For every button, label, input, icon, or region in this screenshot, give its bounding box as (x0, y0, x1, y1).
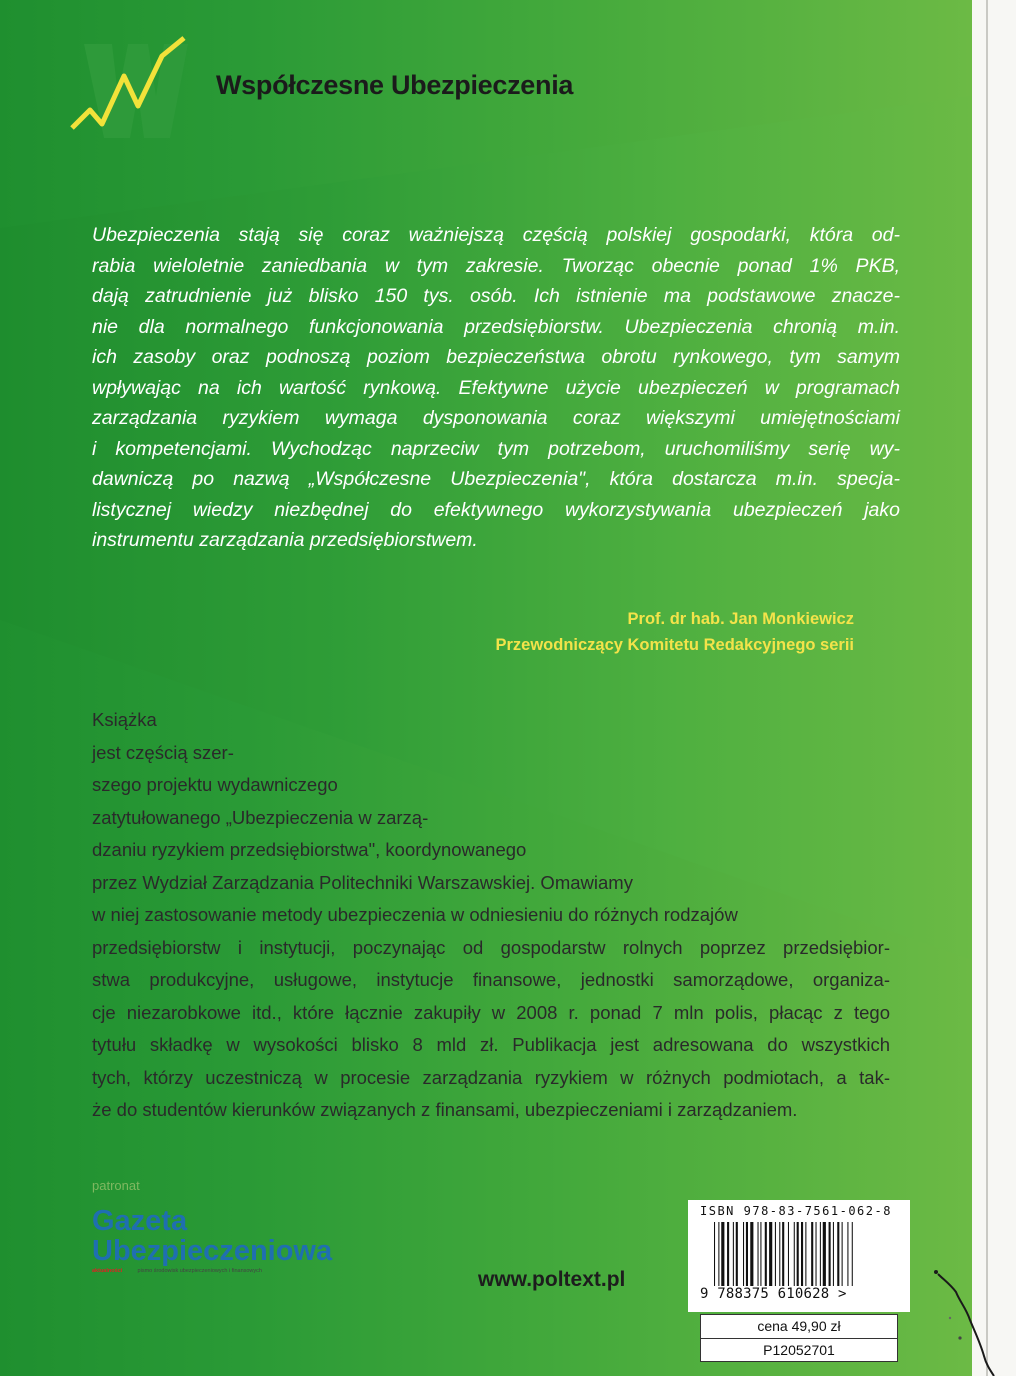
description-line: cje niezarobkowe itd., które łącznie zakupiły w 2008 r. ponad 7 mln polis, płacąc z tego (92, 1001, 890, 1023)
barcode-bar (718, 1222, 719, 1286)
product-code: P12052701 (701, 1338, 897, 1362)
intro-line: instrumentu zarządzania przedsiębiorstwem. (92, 529, 478, 551)
series-title: Współczesne Ubezpieczenia (216, 70, 574, 100)
barcode-bar (797, 1222, 799, 1286)
patron-name-line2: Ubezpieczeniowa (92, 1235, 333, 1267)
barcode-bar (805, 1222, 806, 1286)
barcode-bar (837, 1222, 839, 1286)
barcode-bar (714, 1222, 715, 1286)
intro-line: ich zasoby oraz podnoszą poziom bezpieczeństwa obrotu rynkowego, tym samym (92, 346, 900, 368)
barcode-bar (721, 1222, 724, 1286)
barcode-bar (794, 1222, 795, 1286)
description-line: przedsiębiorstw i instytucji, poczynając od gospodarstw rolnych poprzez przedsiębior- (92, 936, 890, 958)
barcode-bar (758, 1222, 759, 1286)
barcode-bar (811, 1222, 813, 1286)
page-edge (972, 0, 1016, 1376)
barcode-bar (775, 1222, 776, 1286)
barcode-bar (743, 1222, 744, 1286)
barcode-bar (833, 1222, 834, 1286)
barcode-bar (760, 1222, 761, 1286)
author-name: Prof. dr hab. Jan Monkiewicz (627, 610, 854, 628)
author-role: Przewodniczący Komitetu Redakcyjnego serii (495, 636, 854, 654)
description-line: tych, którzy uczestniczą w procesie zarządzania ryzykiem w różnych podmiotach, a tak- (92, 1066, 890, 1088)
intro-line: dawniczą po nazwą „Współczesne Ubezpieczenia", która dostarcza m.in. specja- (92, 468, 900, 490)
patron-label: patronat (92, 1178, 140, 1193)
price-label (700, 1314, 898, 1362)
barcode-bar (823, 1222, 826, 1286)
barcode-bar (842, 1222, 843, 1286)
barcode-bar (820, 1222, 821, 1286)
description-line: w niej zastosowanie metody ubezpieczenia w odniesieniu do różnych rodzajów (92, 904, 738, 925)
barcode-bar (847, 1222, 848, 1286)
barcode-bar (782, 1222, 784, 1286)
intro-line: i kompetencjami. Wychodząc naprzeciw tym potrzebom, uruchomiliśmy serię wy- (92, 437, 900, 460)
description-line: Książka (92, 709, 157, 730)
description-line: tytułu składkę w wysokości blisko 8 mld zł. Publikacja jest adresowana do wszystkich (92, 1034, 890, 1055)
isbn-label: ISBN 978-83-7561-062-8 (700, 1204, 892, 1218)
barcode (712, 1222, 902, 1286)
intro-line: nie dla normalnego funkcjonowania przedsiębiorstw. Ubezpieczenia chronią m.in. (92, 315, 900, 338)
barcode-bar (779, 1222, 780, 1286)
description-paragraph (92, 704, 890, 1127)
page-edge-line (986, 0, 988, 1376)
patron-name-line1: Gazeta (92, 1205, 188, 1237)
barcode-bar (736, 1222, 738, 1286)
patron-tagline (92, 1268, 262, 1274)
patron-logo (92, 1206, 332, 1266)
description-line: że do studentów kierunków związanych z finansami, ubezpieczeniami i zarządzaniem. (92, 1099, 798, 1120)
intro-line: Ubezpieczenia stają się coraz ważniejszą częścią polskiej gospodarki, która od- (92, 224, 900, 246)
description-line: dzaniu ryzykiem przedsiębiorstwa", koordynowanego (92, 839, 527, 860)
description-line: zatytułowanego „Ubezpieczenia w zarzą- (92, 806, 429, 828)
patron-tagline-text: pismo środowisk ubezpieczeniowych i finansowych (137, 1268, 262, 1274)
barcode-bar (801, 1222, 803, 1286)
description-line: szego projektu wydawniczego (92, 774, 338, 795)
barcode-bar (746, 1222, 748, 1286)
intro-paragraph (92, 220, 900, 556)
barcode-bar (852, 1222, 853, 1286)
intro-line: listycznej wiedzy niezbędnej do efektywnego wykorzystywania ubezpieczeń jako (92, 498, 900, 521)
barcode-bar (829, 1222, 831, 1286)
barcode-bar (765, 1222, 767, 1286)
description-line: jest częścią szer- (92, 741, 234, 763)
intro-line: zarządzania ryzykiem wymaga dysponowania coraz większymi umiejętnościami (92, 407, 900, 429)
barcode-bar (769, 1222, 772, 1286)
intro-line: rabia wieloletnie zaniedbania w tym zakresie. Tworząc obecnie ponad 1% PKB, (92, 254, 900, 277)
barcode-bar (788, 1222, 789, 1286)
patron-tagline-accent: aktualności (92, 1268, 123, 1274)
barcode-bar (816, 1222, 817, 1286)
author-signature (495, 606, 854, 658)
barcode-digits: 9 788375 610628 > (700, 1286, 847, 1302)
barcode-bar (733, 1222, 734, 1286)
intro-line: wpływając na ich wartość rynkową. Efektywne użycie ubezpieczeń w programach (92, 376, 900, 399)
cover-fringe-decoration (930, 1268, 1016, 1376)
publisher-url[interactable]: www.poltext.pl (478, 1268, 626, 1291)
series-logo-icon (66, 36, 196, 146)
description-line: stwa produkcyjne, usługowe, instytucje finansowe, jednostki samorządowe, organiza- (92, 969, 890, 990)
description-line: przez Wydział Zarządzania Politechniki Warszawskiej. Omawiamy (92, 871, 633, 893)
barcode-bar (750, 1222, 753, 1286)
price-value: cena 49,90 zł (757, 1318, 841, 1334)
intro-line: dają zatrudnienie już blisko 150 tys. osób. Ich istnienie ma podstawowe znacze- (92, 285, 900, 307)
barcode-bar (727, 1222, 729, 1286)
